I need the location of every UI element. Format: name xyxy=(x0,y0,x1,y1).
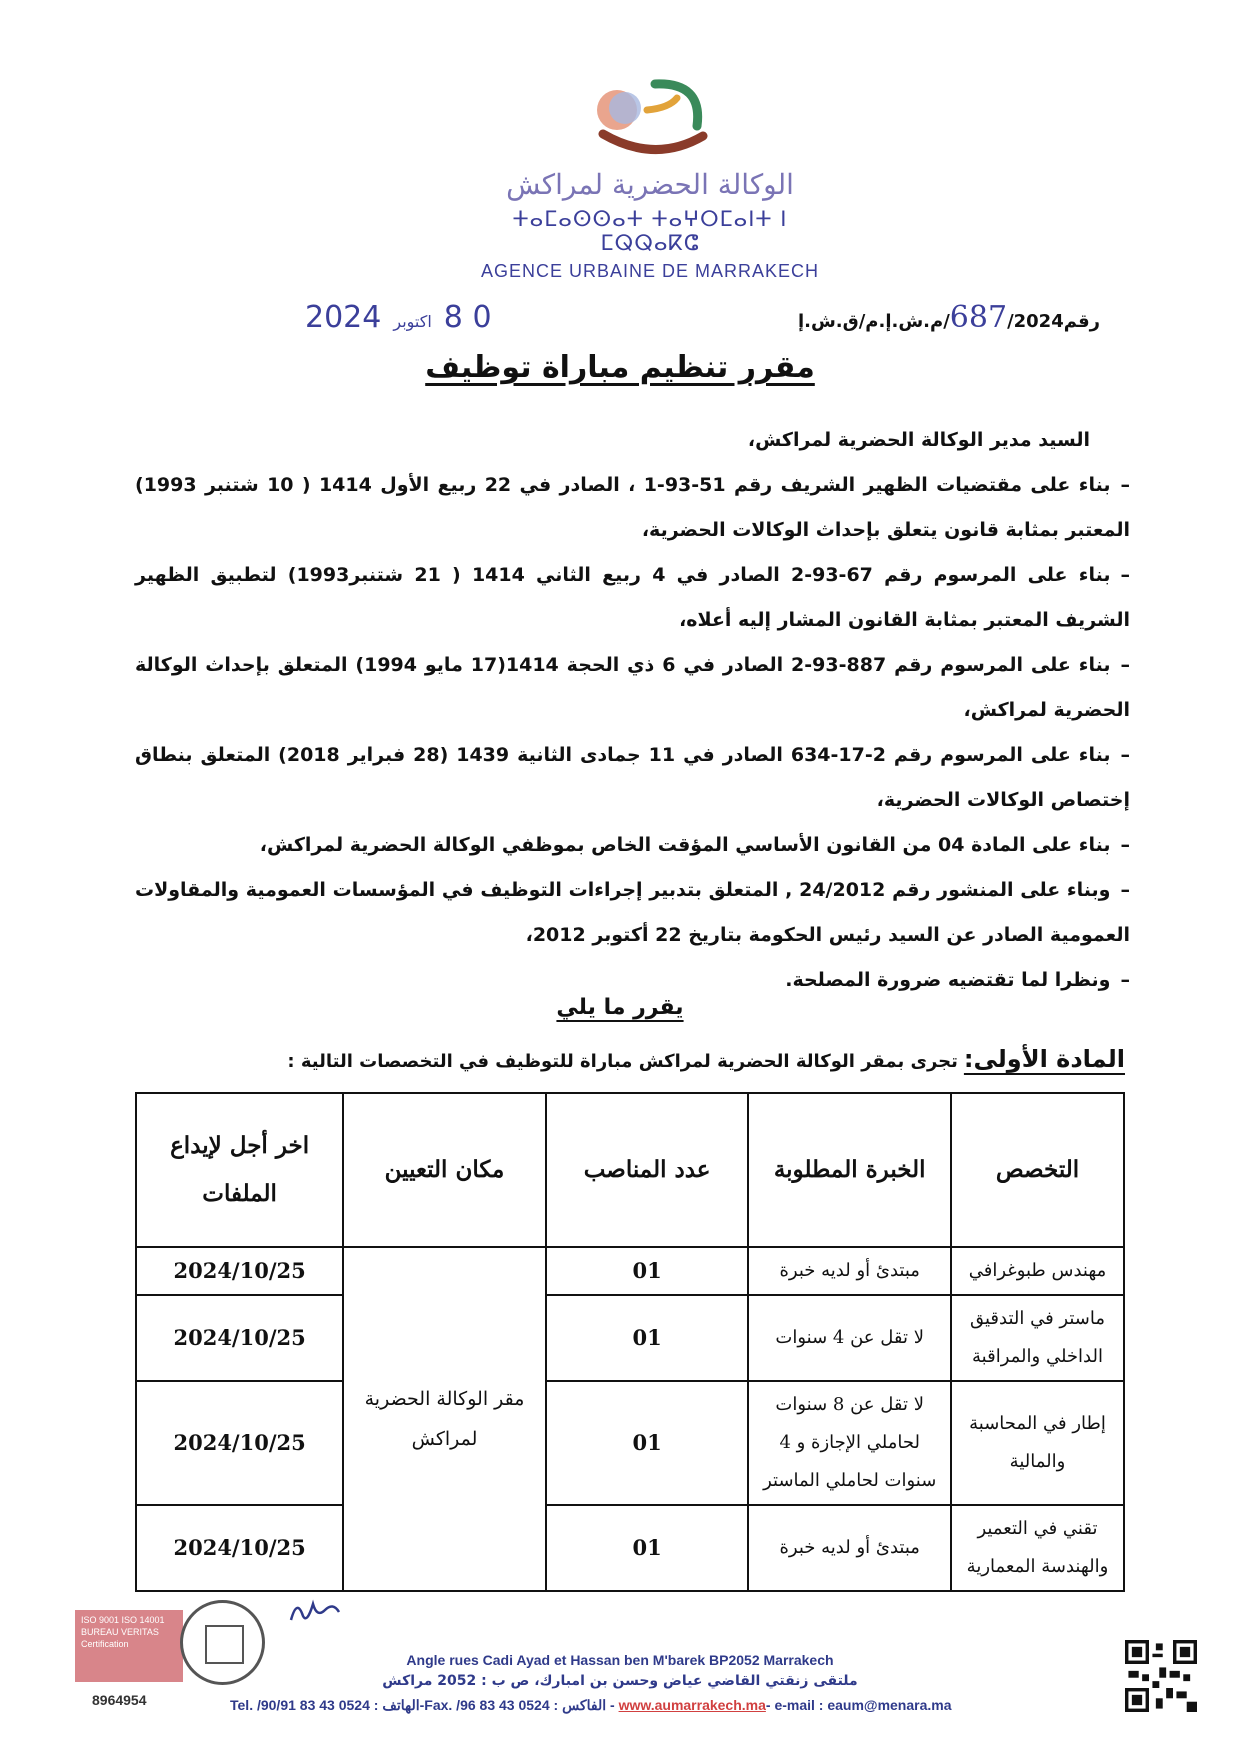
cell-deadline: 2024/10/25 xyxy=(136,1381,343,1505)
reference-handwritten-number: 687 xyxy=(949,300,1008,335)
cell-specialty: إطار في المحاسبة والمالية xyxy=(951,1381,1124,1505)
document-body xyxy=(135,418,1130,1003)
column-header-positions: عدد المناصب xyxy=(546,1093,749,1247)
agency-header xyxy=(470,78,830,282)
table-row xyxy=(136,1247,1124,1295)
agency-logo-icon xyxy=(585,78,715,160)
date-year: 2024 xyxy=(305,300,382,335)
footer-phone-fax: Tel. /الهاتف : 0524 43 83 90/91-Fax. /الفاكس : 0524 43 83 96 - xyxy=(230,1697,619,1713)
cell-positions: 01 xyxy=(546,1381,749,1505)
table-row xyxy=(136,1295,1124,1381)
cell-deadline: 2024/10/25 xyxy=(136,1295,343,1381)
cell-specialty: ماستر في التدقيق الداخلي والمراقبة xyxy=(951,1295,1124,1381)
reference-suffix: /2024/م.ش.إ.م/ق.ش.إ xyxy=(797,311,1064,332)
column-header-experience: الخبرة المطلوبة xyxy=(748,1093,951,1247)
considerant-item: –بناء على المرسوم رقم 67-93-2 الصادر في 4 ربيع الثاني 1414 ( 21 شتنبر1993) لتطبيق الظهير الشريف المعتبر بمثابة القانون المشار إليه أعلاه، xyxy=(135,564,1130,631)
cell-positions: 01 xyxy=(546,1505,749,1591)
agency-name-french: AGENCE URBAINE DE MARRAKECH xyxy=(480,261,820,281)
handwritten-signature xyxy=(285,1590,345,1630)
table-row xyxy=(136,1505,1124,1591)
cell-experience: لا تقل عن 8 سنوات لحاملي الإجازة و 4 سنوات لحاملي الماستر xyxy=(748,1381,951,1505)
column-header-location: مكان التعيين xyxy=(343,1093,546,1247)
footer-website-link[interactable]: www.aumarrakech.ma xyxy=(618,1697,766,1713)
article-heading: المادة الأولى: xyxy=(963,1045,1125,1073)
date-month: اكتوبر xyxy=(393,312,432,331)
certification-number: 8964954 xyxy=(92,1692,147,1708)
intro-line: السيد مدير الوكالة الحضرية لمراكش، xyxy=(747,429,1090,451)
cell-experience: لا تقل عن 4 سنوات xyxy=(748,1295,951,1381)
footer-address-french: Angle rues Cadi Ayad et Hassan ben M'barek BP2052 Marrakech xyxy=(406,1652,834,1668)
considerant-item: –بناء على المرسوم رقم 2-17-634 الصادر في 11 جمادى الثانية 1439 (28 فبراير 2018) المتعلق بنطاق إختصاص الوكالات الحضرية، xyxy=(135,744,1130,811)
agency-name-arabic: الوكالة الحضرية لمراكش xyxy=(506,168,794,201)
qr-code-icon xyxy=(1125,1640,1197,1712)
cell-positions: 01 xyxy=(546,1295,749,1381)
table-row xyxy=(136,1381,1124,1505)
document-title: مقرر تنظيم مباراة توظيف xyxy=(425,350,815,385)
considerant-item: –وبناء على المنشور رقم 24/2012 , المتعلق بتدبير إجراءات التوظيف في المؤسسات العمومية والمقاولات العمومية الصادر عن السيد رئيس الحكومة بتاريخ 22 أكتوبر 2012، xyxy=(135,879,1130,946)
considerant-item: –بناء على مقتضيات الظهير الشريف رقم 51-93-1 ، الصادر في 22 ربيع الأول 1414 ( 10 شتنبر 1993) المعتبر بمثابة قانون يتعلق بإحداث الوكالات الحضرية، xyxy=(135,474,1130,541)
article-one xyxy=(287,1045,1125,1073)
reference-label: رقم xyxy=(1063,311,1100,332)
considerant-item: –بناء على المرسوم رقم 887-93-2 الصادر في 6 ذي الحجة 1414(17 مايو 1994) المتعلق بإحداث الوكالة الحضرية لمراكش، xyxy=(135,654,1130,721)
footer-email: - e-mail : eaum@menara.ma xyxy=(765,1697,952,1713)
cell-specialty: تقني في التعمير والهندسة المعمارية xyxy=(951,1505,1124,1591)
decision-heading: يقرر ما يلي xyxy=(556,995,684,1020)
cell-deadline: 2024/10/25 xyxy=(136,1505,343,1591)
cell-specialty: مهندس طبوغرافي xyxy=(951,1247,1124,1295)
date-day: 0 8 xyxy=(443,300,492,335)
cell-deadline: 2024/10/25 xyxy=(136,1247,343,1295)
footer-address-arabic: ملتقى زنقتي القاضي عياض وحسن بن امبارك، ص ب : 2052 مراكش xyxy=(382,1673,858,1689)
cell-positions: 01 xyxy=(546,1247,749,1295)
considerant-item: –بناء على المادة 04 من القانون الأساسي المؤقت الخاص بموظفي الوكالة الحضرية لمراكش، xyxy=(259,834,1130,856)
column-header-deadline: اخر أجل لإيداع الملفات xyxy=(136,1093,343,1247)
footer-contact xyxy=(230,1697,952,1714)
agency-name-tifinagh: ⵜⴰⵎⴰⵙⵙⴰⵜ ⵜⴰⵖⵔⵎⴰⵏⵜ ⵏ ⵎⵕⵕⴰⴽⵛ xyxy=(512,207,788,255)
cell-experience: مبتدئ أو لديه خبرة xyxy=(748,1247,951,1295)
reference-number xyxy=(798,300,1100,335)
document-date xyxy=(305,300,492,335)
certification-badge: ISO 9001 ISO 14001 BUREAU VERITAS Certification xyxy=(75,1610,183,1682)
positions-table xyxy=(135,1092,1125,1592)
cell-experience: مبتدئ أو لديه خبرة xyxy=(748,1505,951,1591)
column-header-specialty: التخصص xyxy=(951,1093,1124,1247)
considerant-item: –ونظرا لما تقتضيه ضرورة المصلحة. xyxy=(785,969,1130,991)
article-text: تجرى بمقر الوكالة الحضرية لمراكش مباراة للتوظيف في التخصصات التالية : xyxy=(287,1051,958,1072)
cell-location: مقر الوكالة الحضرية لمراكش xyxy=(343,1247,546,1591)
table-header-row xyxy=(136,1093,1124,1247)
